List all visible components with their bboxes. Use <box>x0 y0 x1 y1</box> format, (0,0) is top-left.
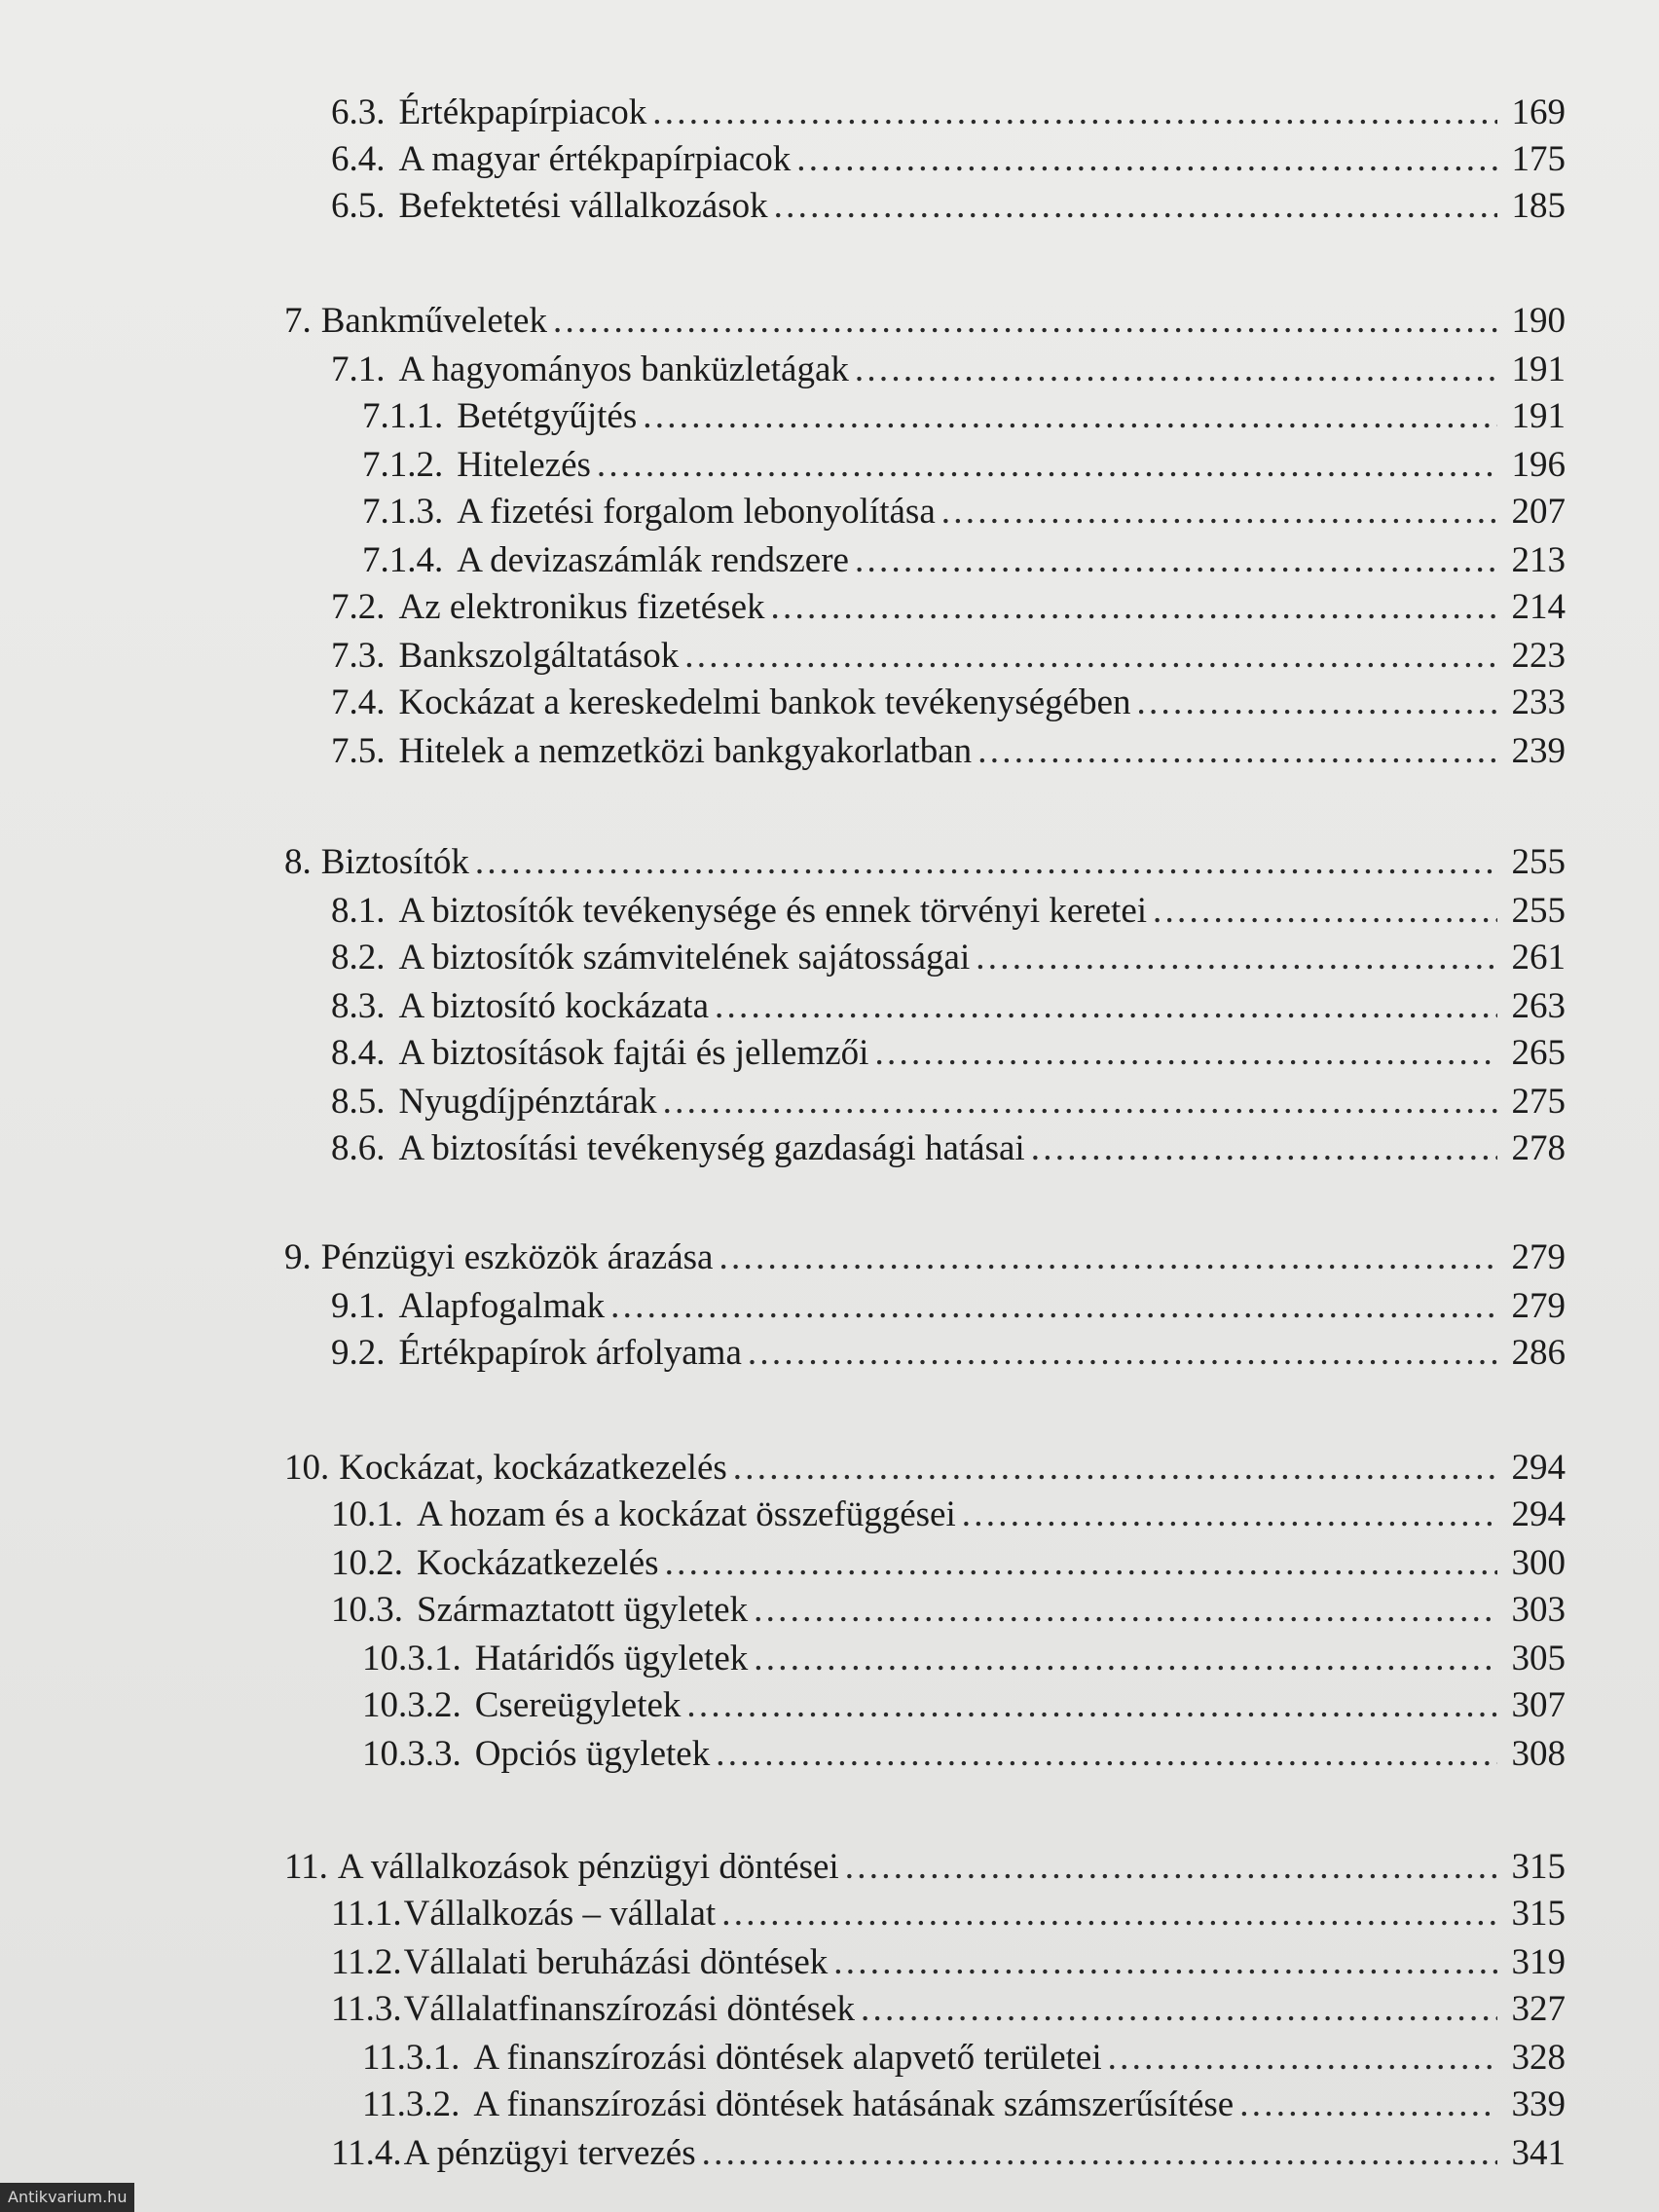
dot-leader <box>976 935 1497 981</box>
toc-entry <box>331 1587 1566 1634</box>
toc-entry-title: A magyar értékpapírpiacok <box>398 139 792 179</box>
toc-entry-title: Vállalkozás – vállalat <box>403 1894 717 1934</box>
dot-leader <box>845 1844 1497 1891</box>
toc-entry-title: Határidős ügyletek <box>474 1639 749 1678</box>
toc-entry-page: 279 <box>1511 1286 1566 1326</box>
toc-entry-title: A biztosítások fajtái és jellemzői <box>398 1033 869 1073</box>
dot-leader <box>855 347 1497 393</box>
toc-entry-title: A finanszírozási döntések alapvető területei <box>473 2038 1102 2078</box>
toc-entry-number: 7.1.2. <box>362 445 444 485</box>
toc-entry-number: 9.1. <box>331 1286 386 1326</box>
toc-entry-page: 315 <box>1511 1894 1566 1934</box>
toc-entry-title: Bankműveletek <box>320 301 547 341</box>
toc-entry-number: 10. <box>284 1448 330 1488</box>
toc-entry <box>331 728 1566 775</box>
toc-entry <box>362 2035 1566 2082</box>
dot-leader <box>702 2130 1497 2177</box>
toc-entry-page: 207 <box>1511 492 1566 532</box>
toc-entry <box>284 1844 1566 1891</box>
toc-entry <box>362 1682 1566 1729</box>
toc-entry-title: Értékpapírok árfolyama <box>398 1333 742 1373</box>
toc-entry-page: 255 <box>1511 891 1566 931</box>
toc-entry-title: A vállalkozások pénzügyi döntései <box>337 1847 839 1887</box>
toc-entry <box>331 935 1566 981</box>
dot-leader <box>774 183 1497 230</box>
toc-entry-number: 8.6. <box>331 1128 386 1168</box>
toc-entry-number: 11.3. <box>331 1989 402 2029</box>
toc-entry-title: Opciós ügyletek <box>474 1734 711 1774</box>
toc-entry <box>331 183 1566 230</box>
dot-leader <box>684 633 1497 680</box>
toc-entry-number: 11.2. <box>331 1942 402 1982</box>
dot-leader <box>1137 680 1498 726</box>
dot-leader <box>643 393 1497 440</box>
toc-entry-title: A biztosítási tevékenység gazdasági hatásai <box>398 1128 1025 1168</box>
dot-leader <box>771 584 1497 631</box>
toc-entry-number: 7.5. <box>331 731 386 771</box>
dot-leader <box>855 537 1497 584</box>
toc-entry <box>362 537 1566 584</box>
toc-entry-page: 261 <box>1511 938 1566 977</box>
toc-entry-page: 307 <box>1511 1685 1566 1725</box>
toc-entry-title: A biztosítók számvitelének sajátosságai <box>398 938 971 977</box>
toc-entry <box>331 584 1566 631</box>
dot-leader <box>719 1235 1497 1281</box>
toc-entry-page: 341 <box>1511 2133 1566 2173</box>
toc-entry-number: 11.3.1. <box>362 2038 461 2078</box>
toc-entry-page: 175 <box>1511 139 1566 179</box>
toc-entry-number: 10.3. <box>331 1590 403 1630</box>
dot-leader <box>861 1986 1497 2033</box>
dot-leader <box>833 1939 1497 1986</box>
toc-entry-number: 7.2. <box>331 587 386 627</box>
dot-leader <box>721 1891 1497 1937</box>
toc-entry-page: 308 <box>1511 1734 1566 1774</box>
toc-entry <box>331 1330 1566 1377</box>
toc-entry-page: 294 <box>1511 1448 1566 1488</box>
toc-entry-page: 255 <box>1511 842 1566 882</box>
toc-entry-number: 7.1. <box>331 350 386 389</box>
toc-entry-number: 9.2. <box>331 1333 386 1373</box>
toc-entry-number: 9. <box>284 1237 312 1277</box>
toc-entry-number: 10.3.2. <box>362 1685 461 1725</box>
dot-leader <box>962 1492 1497 1538</box>
toc-entry <box>331 888 1566 935</box>
dot-leader <box>553 298 1497 345</box>
toc-entry-number: 7. <box>284 301 312 341</box>
toc-entry-title: Kockázat a kereskedelmi bankok tevékenységében <box>398 682 1131 722</box>
toc-entry-title: Pénzügyi eszközök árazása <box>320 1237 714 1277</box>
toc-entry-page: 191 <box>1511 396 1566 436</box>
toc-entry <box>362 1731 1566 1778</box>
dot-leader <box>1031 1125 1497 1172</box>
dot-leader <box>733 1445 1497 1492</box>
toc-entry-number: 7.4. <box>331 682 386 722</box>
toc-entry-number: 6.4. <box>331 139 386 179</box>
toc-entry-title: A biztosítók tevékenysége és ennek törvényi keretei <box>398 891 1148 931</box>
toc-entry-title: Nyugdíjpénztárak <box>398 1082 657 1122</box>
toc-entry-page: 213 <box>1511 540 1566 580</box>
toc-entry <box>331 2130 1566 2177</box>
toc-entry-page: 279 <box>1511 1237 1566 1277</box>
toc-entry-title: Alapfogalmak <box>398 1286 606 1326</box>
toc-entry <box>284 298 1566 345</box>
toc-entry-number: 11. <box>284 1847 328 1887</box>
dot-leader <box>754 1636 1497 1682</box>
toc-entry-page: 294 <box>1511 1494 1566 1534</box>
toc-entry-title: Értékpapírpiacok <box>398 92 647 132</box>
toc-entry-number: 8.4. <box>331 1033 386 1073</box>
toc-entry <box>331 1939 1566 1986</box>
dot-leader <box>663 1079 1497 1125</box>
toc-entry-title: Vállalati beruházási döntések <box>403 1942 829 1982</box>
toc-entry-number: 7.1.3. <box>362 492 444 532</box>
toc-entry-number: 8.1. <box>331 891 386 931</box>
toc-entry <box>331 1492 1566 1538</box>
toc-entry-title: A hagyományos banküzletágak <box>398 350 849 389</box>
dot-leader <box>665 1540 1497 1587</box>
toc-entry-number: 11.4. <box>331 2133 402 2173</box>
dot-leader <box>748 1330 1497 1377</box>
toc-entry <box>331 1030 1566 1077</box>
toc-entry-title: Befektetési vállalkozások <box>398 186 768 226</box>
toc-entry-title: Származtatott ügyletek <box>417 1590 749 1630</box>
toc-entry-title: A biztosító kockázata <box>398 986 710 1026</box>
toc-entry <box>331 680 1566 726</box>
toc-entry-page: 214 <box>1511 587 1566 627</box>
toc-entry-number: 8. <box>284 842 312 882</box>
toc-entry <box>331 633 1566 680</box>
toc-entry-page: 315 <box>1511 1847 1566 1887</box>
toc-entry-page: 327 <box>1511 1989 1566 2029</box>
watermark: Antikvarium.hu <box>0 2183 134 2212</box>
toc-entry-title: A pénzügyi tervezés <box>403 2133 696 2173</box>
dot-leader <box>597 442 1497 489</box>
toc-entry <box>331 347 1566 393</box>
toc-entry-title: Biztosítók <box>320 842 469 882</box>
toc-entry <box>284 1235 1566 1281</box>
toc-entry <box>362 393 1566 440</box>
toc-entry-page: 169 <box>1511 92 1566 132</box>
toc-entry-page: 190 <box>1511 301 1566 341</box>
toc-entry-page: 196 <box>1511 445 1566 485</box>
toc-entry <box>331 90 1566 136</box>
dot-leader <box>715 983 1497 1030</box>
toc-entry-title: Bankszolgáltatások <box>398 636 680 676</box>
toc-entry-page: 263 <box>1511 986 1566 1026</box>
dot-leader <box>1239 2082 1497 2128</box>
toc-entry <box>331 1283 1566 1330</box>
toc-entry <box>362 442 1566 489</box>
toc-entry-page: 239 <box>1511 731 1566 771</box>
toc-entry-number: 7.1.4. <box>362 540 444 580</box>
toc-entry-number: 8.5. <box>331 1082 386 1122</box>
dot-leader <box>716 1731 1497 1778</box>
toc-entry-page: 223 <box>1511 636 1566 676</box>
toc-entry-title: Hitelezés <box>457 445 591 485</box>
toc-entry-number: 10.3.1. <box>362 1639 461 1678</box>
toc-entry-page: 185 <box>1511 186 1566 226</box>
toc-entry <box>331 1891 1566 1937</box>
toc-entry-title: Kockázatkezelés <box>417 1543 659 1583</box>
toc-entry-page: 328 <box>1511 2038 1566 2078</box>
dot-leader <box>754 1587 1497 1634</box>
toc-entry-number: 10.1. <box>331 1494 403 1534</box>
toc-entry-title: Kockázat, kockázatkezelés <box>339 1448 727 1488</box>
dot-leader <box>686 1682 1497 1729</box>
toc-entry-title: A devizaszámlák rendszere <box>457 540 849 580</box>
toc-entry-number: 8.3. <box>331 986 386 1026</box>
toc-entry-title: Vállalatfinanszírozási döntések <box>403 1989 855 2029</box>
toc-entry-number: 11.1. <box>331 1894 402 1934</box>
toc-entry-number: 7.1.1. <box>362 396 444 436</box>
toc-entry <box>362 489 1566 535</box>
toc-entry <box>362 1636 1566 1682</box>
toc-entry-title: A fizetési forgalom lebonyolítása <box>457 492 936 532</box>
toc-entry-title: Betétgyűjtés <box>457 396 638 436</box>
toc-entry-page: 305 <box>1511 1639 1566 1678</box>
toc-entry-page: 286 <box>1511 1333 1566 1373</box>
toc-entry-page: 278 <box>1511 1128 1566 1168</box>
toc-entry-page: 319 <box>1511 1942 1566 1982</box>
dot-leader <box>1153 888 1497 935</box>
toc-entry <box>331 136 1566 183</box>
toc-entry-number: 6.3. <box>331 92 386 132</box>
toc-entry-page: 275 <box>1511 1082 1566 1122</box>
toc-entry-page: 265 <box>1511 1033 1566 1073</box>
toc-entry <box>331 1540 1566 1587</box>
toc-entry-title: Az elektronikus fizetések <box>398 587 765 627</box>
dot-leader <box>977 728 1497 775</box>
toc-entry <box>362 2082 1566 2128</box>
toc-entry-page: 191 <box>1511 350 1566 389</box>
toc-entry <box>331 1079 1566 1125</box>
toc-entry-title: A finanszírozási döntések hatásának számszerűsítése <box>473 2084 1235 2124</box>
toc-entry-title: Csereügyletek <box>474 1685 682 1725</box>
dot-leader <box>610 1283 1497 1330</box>
dot-leader <box>796 136 1497 183</box>
toc-entry-number: 7.3. <box>331 636 386 676</box>
dot-leader <box>941 489 1497 535</box>
toc-entry-title: Hitelek a nemzetközi bankgyakorlatban <box>398 731 973 771</box>
toc-entry <box>331 983 1566 1030</box>
toc-entry <box>331 1125 1566 1172</box>
toc-entry-number: 6.5. <box>331 186 386 226</box>
toc-entry-number: 10.3.3. <box>362 1734 461 1774</box>
toc-entry-title: A hozam és a kockázat összefüggései <box>417 1494 956 1534</box>
dot-leader <box>475 839 1497 886</box>
toc-entry <box>284 1445 1566 1492</box>
toc-entry-number: 10.2. <box>331 1543 403 1583</box>
toc-entry-page: 300 <box>1511 1543 1566 1583</box>
toc-entry <box>284 839 1566 886</box>
toc-entry-number: 11.3.2. <box>362 2084 461 2124</box>
toc-entry <box>331 1986 1566 2033</box>
toc-entry-page: 303 <box>1511 1590 1566 1630</box>
dot-leader <box>1108 2035 1497 2082</box>
dot-leader <box>652 90 1497 136</box>
toc-entry-page: 339 <box>1511 2084 1566 2124</box>
dot-leader <box>874 1030 1497 1077</box>
toc-entry-number: 8.2. <box>331 938 386 977</box>
toc-entry-page: 233 <box>1511 682 1566 722</box>
